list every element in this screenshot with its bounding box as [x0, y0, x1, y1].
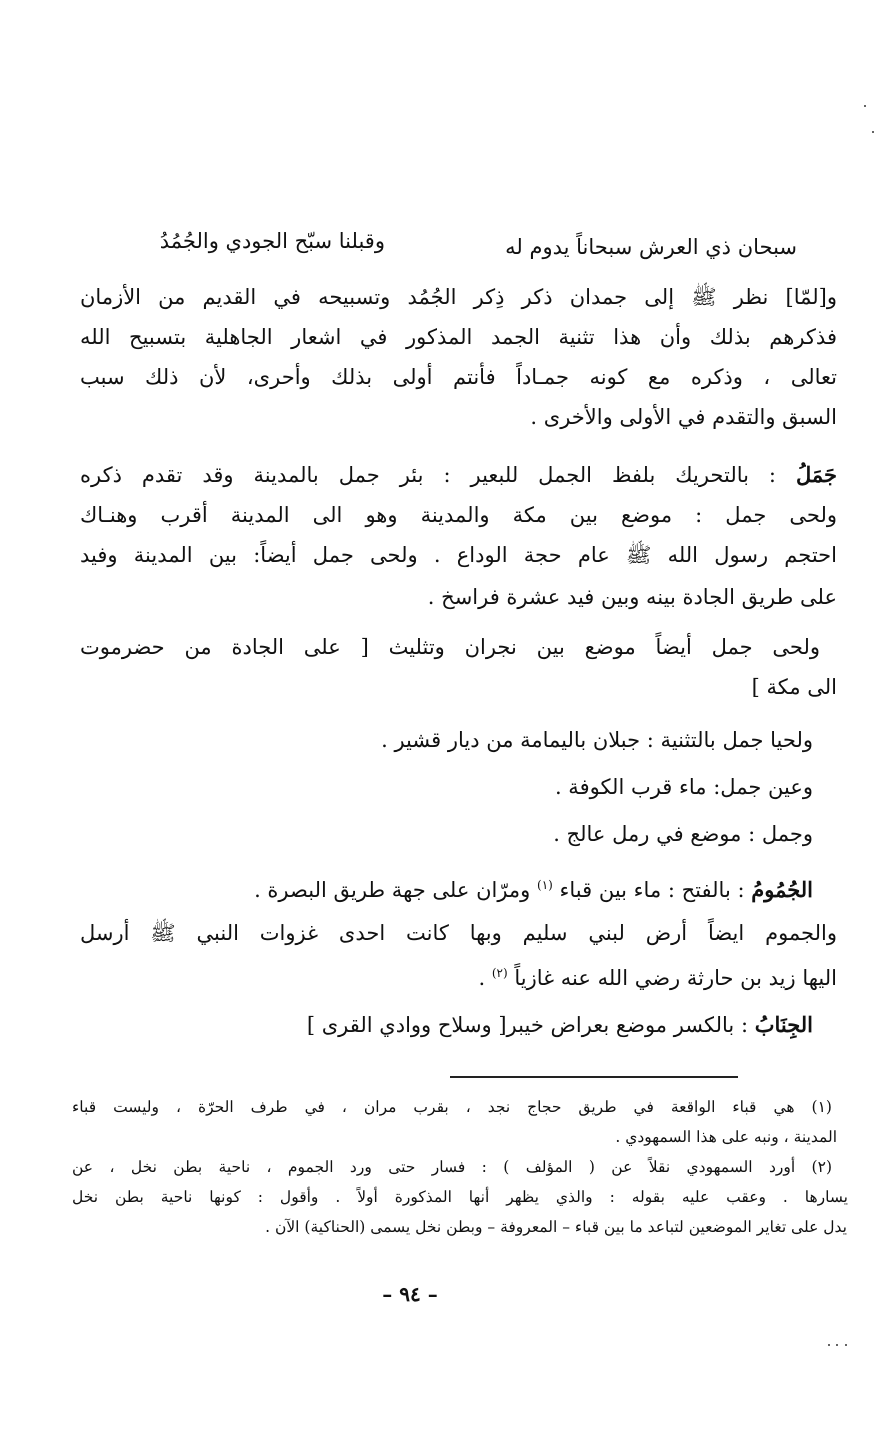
entry-text: : بالكسر موضع بعراض خيبر[ وسلاح ووادي القرى ]: [306, 1013, 755, 1037]
footnote-line: يسارها . وعقب عليه بقوله : والذي يظهر أنها المذكورة أولاً . وأقول : كونها ناحية بطن نخل: [72, 1188, 848, 1206]
entry-headword: الجِنَابُ: [754, 1012, 813, 1037]
scan-speck: [864, 105, 866, 107]
scan-speck: [828, 1344, 830, 1346]
scan-speck: [836, 1344, 838, 1346]
verse-right-hemistich: سبحان ذي العرش سبحاناً يدوم له: [505, 235, 797, 259]
body-line: ولحى جمل أيضاً موضع بين نجران وتثليث [ على الجادة من حضرموت: [80, 635, 820, 659]
page-number: – ٩٤ –: [382, 1282, 438, 1306]
entry-line: [80, 460, 837, 490]
footnote-text: هي قباء الواقعة في طريق حجاج نجد ، بقرب مران ، في طرف الحرّة ، وليست قباء: [72, 1098, 795, 1116]
body-line: وجمل : موضع في رمل عالج .: [553, 822, 813, 846]
footnote-ref[interactable]: (١): [537, 878, 553, 892]
entry-text: : بالفتح : ماء بين قباء: [559, 878, 752, 902]
entry-text: ومرّان على جهة طريق البصرة .: [254, 878, 531, 902]
body-line: فذكرهم بذلك وأن هذا تثنية الجمد المذكور في اشعار الجاهلية بتسبيح الله: [80, 325, 837, 349]
footnote-divider: [450, 1076, 738, 1078]
body-line: والجموم ايضاً أرض لبني سليم وبها كانت احدى غزوات النبي ﷺ أرسل: [80, 921, 837, 945]
entry-line: [307, 1010, 813, 1040]
footnote-ref[interactable]: (٢): [491, 966, 508, 980]
entry-text: : بالتحريك بلفظ الجمل للبعير : بئر جمل بالمدينة وقد تقدم ذكره: [80, 463, 796, 487]
body-line: على طريق الجادة بينه وبين فيد عشرة فراسخ .: [427, 585, 837, 609]
verse-left-hemistich: وقبلنا سبّح الجودي والجُمُدُ: [159, 229, 385, 253]
body-line: احتجم رسول الله ﷺ عام حجة الوداع . ولحى جمل أيضاً: بين المدينة وفيد: [80, 543, 837, 567]
entry-headword: جَمَلُ: [795, 462, 837, 487]
entry-headword: الجُمُومُ: [751, 877, 813, 902]
body-line: تعالى ، وذكره مع كونه جمـاداً فأنتم أولى بذلك وأحرى، لأن ذلك سبب: [80, 365, 837, 389]
footnote-line: [72, 1096, 832, 1118]
body-line: ولحيا جمل بالتثنية : جبلان باليمامة من ديار قشير .: [381, 728, 813, 752]
footnote-number: (١): [811, 1098, 832, 1116]
footnote-number: (٢): [811, 1158, 832, 1176]
footnote-line: المدينة ، ونبه على هذا السمهودي .: [615, 1128, 837, 1146]
body-line: السبق والتقدم في الأولى والأخرى .: [530, 405, 837, 429]
scan-speck: [872, 131, 874, 133]
scan-speck: [845, 1344, 847, 1346]
footnote-text: أورد السمهودي نقلاً عن ( المؤلف ) : فسار حتى ورد الجموم ، ناحية بطن نخل ، عن: [72, 1158, 796, 1176]
body-line: و[لمّا] نظر ﷺ إلى جمدان ذكر ذِكر الجُمُد وتسبيحه في القديم من الأزمان: [80, 285, 837, 309]
footnote-line: [72, 1156, 832, 1178]
footnote-line: يدل على تغاير الموضعين لتباعد ما بين قباء – المعروفة – وبطن نخل يسمى (الحناكية) الآن .: [265, 1218, 847, 1236]
body-line: [478, 958, 837, 993]
body-line: وعين جمل: ماء قرب الكوفة .: [554, 775, 813, 799]
body-text: اليها زيد بن حارثة رضي الله عنه غازياً: [514, 966, 837, 990]
body-text: .: [478, 966, 486, 990]
entry-line: [254, 870, 813, 905]
body-line: ولحى جمل : موضع بين مكة والمدينة وهو الى المدينة أقرب وهنـاك: [80, 503, 837, 527]
body-line: الى مكة ]: [751, 675, 837, 699]
